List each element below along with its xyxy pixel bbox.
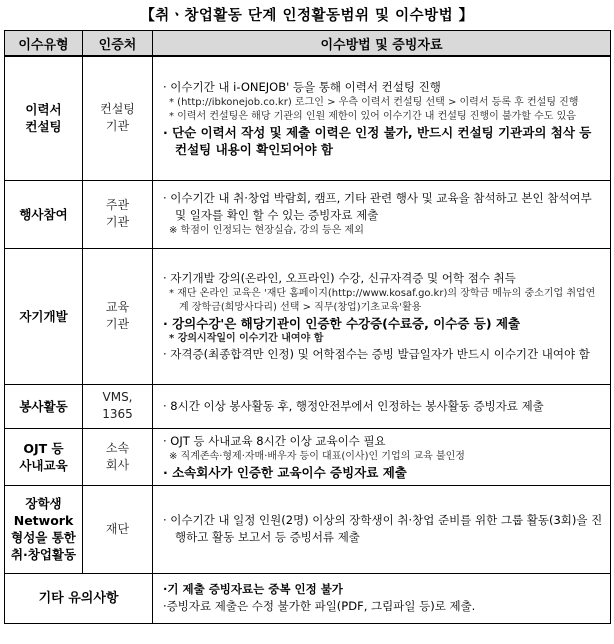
row-type: 자기개발 xyxy=(5,248,83,384)
row-org: 컨설팅 기관 xyxy=(83,56,153,180)
method-line: · 자기개발 강의(온라인, 오프라인) 수강, 신규자격증 및 어학 점수 취득 xyxy=(163,270,516,285)
row-type: 이력서 컨설팅 xyxy=(5,56,83,180)
method-line: · 강의수강'은 해당기관이 인증한 수강증(수료증, 이수증 등) 제출 xyxy=(163,315,521,331)
row-org: VMS, 1365 xyxy=(83,384,153,428)
row-type: 행사참여 xyxy=(5,180,83,248)
row-org: 소속 회사 xyxy=(83,428,153,485)
method-line: · 자격증(최종합격만 인정) 및 어학점수는 증빙 발급일자가 반드시 이수기간 내여야 함 xyxy=(163,346,590,361)
header-org: 인증처 xyxy=(83,31,153,57)
header-type: 이수유형 xyxy=(5,31,83,57)
row-method xyxy=(153,56,611,180)
row-org: 재단 xyxy=(83,485,153,573)
row-org: 주관 기관 xyxy=(83,180,153,248)
method-line: · 이수기간 내 일정 인원(2명) 이상의 장학생이 취·창업 준비를 위한 그룹 활동(3회)을 진행하고 활동 보고서 등 증빙서류 제출 xyxy=(163,513,603,544)
table-row xyxy=(5,248,611,384)
method-line: · 이수기간 내 취·창업 박람회, 캠프, 기타 관련 행사 및 교육을 참석하고 본인 참석여부 및 일자를 확인 할 수 있는 증빙자료 제출 xyxy=(163,191,592,222)
method-line: ※ 직계존속·형제·자매·배우자 등이 대표(이사)인 기업의 교육 불인정 xyxy=(169,450,465,462)
method-line: * (http://ibkonejob.co.kr) 로그인 > 우측 이력서 컨설팅 선택 > 이력서 등록 후 컨설팅 진행 xyxy=(169,96,579,108)
row-method xyxy=(153,428,611,485)
table-row xyxy=(5,485,611,573)
method-line: * 이력서 컨설팅은 해당 기관의 인원 제한이 있어 이수기간 내 컨설팅 진행이 불가할 수도 있음 xyxy=(169,110,576,122)
footer-line-1: ·기 제출 증빙자료는 중복 인정 불가 xyxy=(163,582,343,596)
footer-row xyxy=(5,573,611,623)
row-type: 장학생 Network 형성을 통한 취·창업활동 xyxy=(5,485,83,573)
method-line: · 8시간 이상 봉사활동 후, 행정안전부에서 인정하는 봉사활동 증빙자료 제출 xyxy=(163,398,544,413)
method-line: · 소속회사가 인증한 교육이수 증빙자료 제출 xyxy=(163,464,407,480)
document-title: 【취ㆍ창업활동 단계 인정활동범위 및 이수방법 】 xyxy=(140,8,474,24)
table-row xyxy=(5,180,611,248)
footer-label: 기타 유의사항 xyxy=(5,573,153,623)
row-type: OJT 등 사내교육 xyxy=(5,428,83,485)
footer-notes xyxy=(153,573,611,623)
row-method xyxy=(153,180,611,248)
method-line: · OJT 등 사내교육 8시간 이상 교육이수 필요 xyxy=(163,433,386,448)
header-method: 이수방법 및 증빙자료 xyxy=(153,31,611,57)
row-org: 교육 기관 xyxy=(83,248,153,384)
table-header-row xyxy=(5,31,611,57)
method-line: * 강의시작일이 이수기간 내여야 함 xyxy=(169,332,324,344)
table-row xyxy=(5,56,611,180)
activity-table xyxy=(4,30,611,624)
table-row xyxy=(5,428,611,485)
footer-line-2: ·증빙자료 제출은 수정 불가한 파일(PDF, 그림파일 등)로 제출. xyxy=(163,599,476,613)
method-line: · 단순 이력서 작성 및 제출 이력은 인정 불가, 반드시 컨설팅 기관과의 첨삭 등 컨설팅 내용이 확인되어야 함 xyxy=(163,124,592,157)
method-line: * 재단 온라인 교육은 '재단 홈페이지(http://www.kosaf.go.kr)의 장학금 메뉴의 중소기업 취업연계 장학금(희망사다리) 선택 > 직무(창업)기초교육'활용 xyxy=(169,287,596,313)
method-line: ※ 학점이 인정되는 현장실습, 강의 등은 제외 xyxy=(169,225,364,236)
table-row xyxy=(5,384,611,428)
row-type: 봉사활동 xyxy=(5,384,83,428)
row-method xyxy=(153,485,611,573)
method-line: · 이수기간 내 i-ONEJOB' 등을 통해 이력서 컨설팅 진행 xyxy=(163,79,441,94)
row-method xyxy=(153,248,611,384)
row-method xyxy=(153,384,611,428)
